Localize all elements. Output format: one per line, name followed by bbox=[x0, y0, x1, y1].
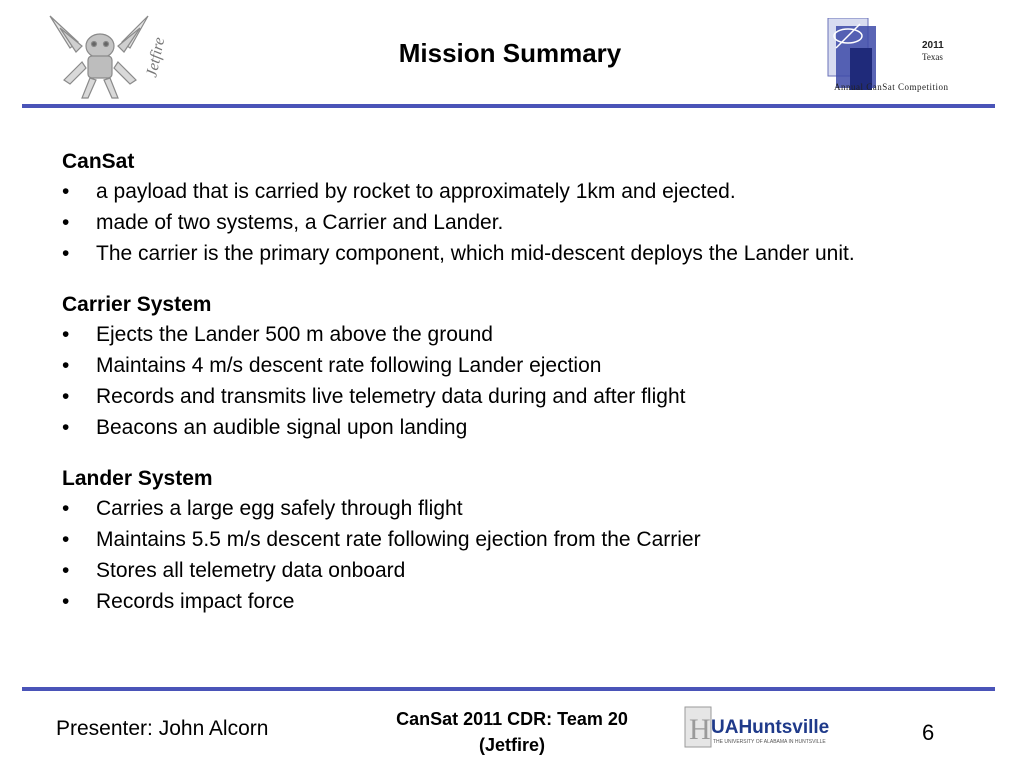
presenter-label: Presenter: John Alcorn bbox=[56, 717, 269, 740]
bullet-text: Stores all telemetry data onboard bbox=[96, 559, 406, 582]
bullet-icon: • bbox=[62, 242, 70, 265]
section-title: Carrier System bbox=[62, 293, 212, 316]
bullet-item bbox=[62, 496, 982, 522]
bullet-icon: • bbox=[62, 416, 70, 439]
bullet-item bbox=[62, 384, 982, 410]
bullet-icon: • bbox=[62, 354, 70, 377]
bullet-text: Maintains 4 m/s descent rate following Lander ejection bbox=[96, 354, 602, 377]
footer-team-info bbox=[356, 706, 668, 758]
bullet-text: Maintains 5.5 m/s descent rate following ejection from the Carrier bbox=[96, 528, 701, 551]
header-divider bbox=[22, 104, 995, 108]
bullet-item bbox=[62, 353, 982, 379]
section-title: Lander System bbox=[62, 467, 213, 490]
uah-logo bbox=[683, 703, 843, 755]
bullet-item bbox=[62, 210, 982, 236]
bullet-text: a payload that is carried by rocket to approximately 1km and ejected. bbox=[96, 180, 736, 203]
bullet-item bbox=[62, 322, 982, 348]
bullet-item bbox=[62, 527, 982, 553]
team-logo-robot bbox=[30, 8, 180, 100]
page-number: 6 bbox=[922, 720, 935, 745]
bullet-text: Records impact force bbox=[96, 590, 295, 613]
competition-logo bbox=[826, 18, 976, 98]
bullet-icon: • bbox=[62, 528, 70, 551]
section-cansat bbox=[62, 146, 982, 267]
bullet-text: Carries a large egg safely through flight bbox=[96, 497, 463, 520]
bullet-text: Ejects the Lander 500 m above the ground bbox=[96, 323, 493, 346]
bullet-icon: • bbox=[62, 180, 70, 203]
section-carrier-system bbox=[62, 289, 982, 441]
bullet-icon: • bbox=[62, 385, 70, 408]
bullet-item bbox=[62, 589, 982, 615]
footer-divider bbox=[22, 687, 995, 691]
uah-logo-text: UAHuntsville bbox=[711, 717, 830, 738]
uah-logo-subtext: THE UNIVERSITY OF ALABAMA IN HUNTSVILLE bbox=[713, 739, 826, 745]
bullet-item bbox=[62, 415, 982, 441]
bullet-icon: • bbox=[62, 590, 70, 613]
bullet-text: Beacons an audible signal upon landing bbox=[96, 416, 468, 439]
bullet-text: The carrier is the primary component, which mid-descent deploys the Lander unit. bbox=[96, 242, 855, 265]
bullet-text: Records and transmits live telemetry data during and after flight bbox=[96, 385, 686, 408]
slide-body bbox=[62, 146, 982, 637]
competition-year: 2011 bbox=[922, 40, 944, 51]
footer-line-2: (Jetfire) bbox=[478, 735, 545, 755]
bullet-icon: • bbox=[62, 211, 70, 234]
competition-name: Annual CanSat Competition bbox=[834, 82, 949, 92]
footer-line-1: CanSat 2011 CDR: Team 20 bbox=[396, 709, 628, 729]
bullet-icon: • bbox=[62, 323, 70, 346]
team-logo-text: Jetfire bbox=[143, 35, 169, 79]
competition-state: Texas bbox=[922, 52, 943, 62]
section-title: CanSat bbox=[62, 150, 135, 173]
bullet-icon: • bbox=[62, 559, 70, 582]
page-title: Mission Summary bbox=[398, 38, 622, 68]
bullet-item bbox=[62, 558, 982, 584]
section-lander-system bbox=[62, 463, 982, 615]
bullet-text: made of two systems, a Carrier and Lander. bbox=[96, 211, 504, 234]
bullet-item bbox=[62, 241, 982, 267]
svg-text:H: H bbox=[689, 713, 711, 746]
bullet-icon: • bbox=[62, 497, 70, 520]
bullet-item bbox=[62, 179, 982, 205]
